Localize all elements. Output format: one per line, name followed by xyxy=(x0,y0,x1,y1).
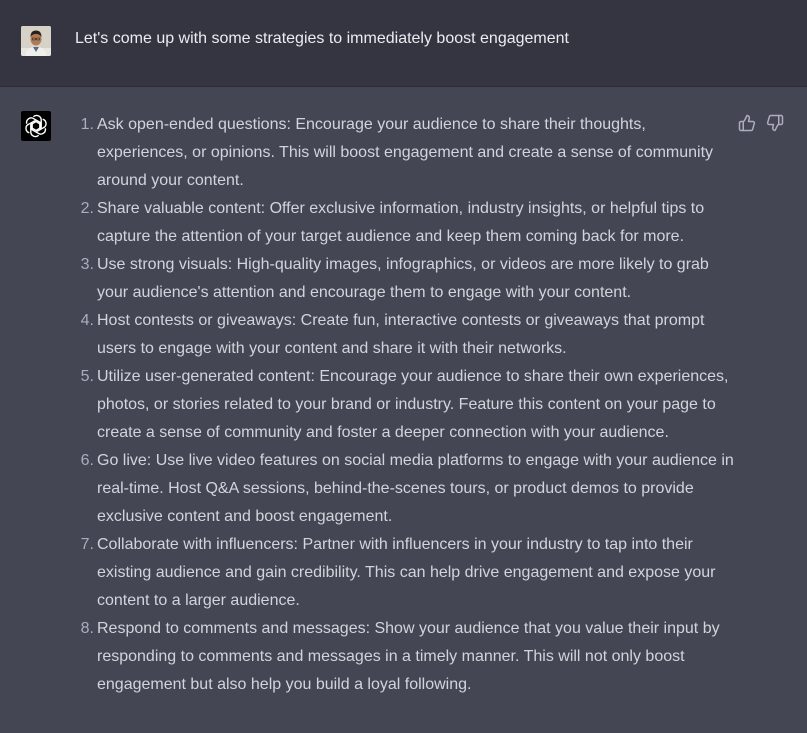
assistant-message-row xyxy=(0,87,807,733)
list-item-number: 7. xyxy=(80,536,94,553)
thumbs-down-icon xyxy=(766,114,784,132)
list-item xyxy=(80,307,737,363)
thumbs-up-icon xyxy=(738,114,756,132)
user-message-text: Let's come up with some strategies to immediately boost engagement xyxy=(75,30,569,47)
list-item-number: 2. xyxy=(80,200,94,217)
list-item-number: 5. xyxy=(80,368,94,385)
list-item-text: Go live: Use live video features on social media platforms to engage with your audience in real-time. Host Q&A sessions, behind-the-scenes tours, or product demos to provide exclusive content and boost engagement. xyxy=(97,452,734,525)
list-item-number: 1. xyxy=(80,116,94,133)
assistant-answer-list xyxy=(80,111,737,699)
list-item xyxy=(80,363,737,447)
user-avatar-photo xyxy=(21,26,51,56)
thumbs-up-button[interactable] xyxy=(738,114,756,132)
user-message-row xyxy=(0,0,807,87)
list-item-text: Host contests or giveaways: Create fun, interactive contests or giveaways that prompt users to engage with your content and share it with their networks. xyxy=(97,312,705,357)
list-item-number: 6. xyxy=(80,452,94,469)
list-item-number: 8. xyxy=(80,620,94,637)
assistant-avatar xyxy=(21,111,51,141)
list-item-number: 3. xyxy=(80,256,94,273)
list-item xyxy=(80,531,737,615)
list-item-number: 4. xyxy=(80,312,94,329)
list-item-text: Utilize user-generated content: Encourage your audience to share their own experiences, photos, or stories related to your brand or industry. Feature this content on your page to create a sense of community and foster a deeper connection with your audience. xyxy=(97,368,729,441)
list-item xyxy=(80,111,737,195)
list-item-text: Share valuable content: Offer exclusive information, industry insights, or helpful tips to capture the attention of your target audience and keep them coming back for more. xyxy=(97,200,705,245)
list-item-text: Ask open-ended questions: Encourage your audience to share their thoughts, experiences, or opinions. This will boost engagement and create a sense of community around your content. xyxy=(97,116,714,189)
thumbs-down-button[interactable] xyxy=(766,114,784,132)
openai-logo-icon xyxy=(21,111,51,141)
user-avatar xyxy=(21,26,51,56)
list-item-text: Collaborate with influencers: Partner with influencers in your industry to tap into their existing audience and gain credibility. This can help drive engagement and expose your content to a larger audience. xyxy=(97,536,716,609)
list-item xyxy=(80,195,737,251)
list-item xyxy=(80,615,737,699)
list-item xyxy=(80,251,737,307)
list-item-text: Use strong visuals: High-quality images, infographics, or videos are more likely to grab your audience's attention and encourage them to engage with your content. xyxy=(97,256,709,301)
list-item xyxy=(80,447,737,531)
list-item-text: Respond to comments and messages: Show your audience that you value their input by responding to comments and messages in a timely manner. This will not only boost engagement but also help you build a loyal following. xyxy=(97,620,720,693)
